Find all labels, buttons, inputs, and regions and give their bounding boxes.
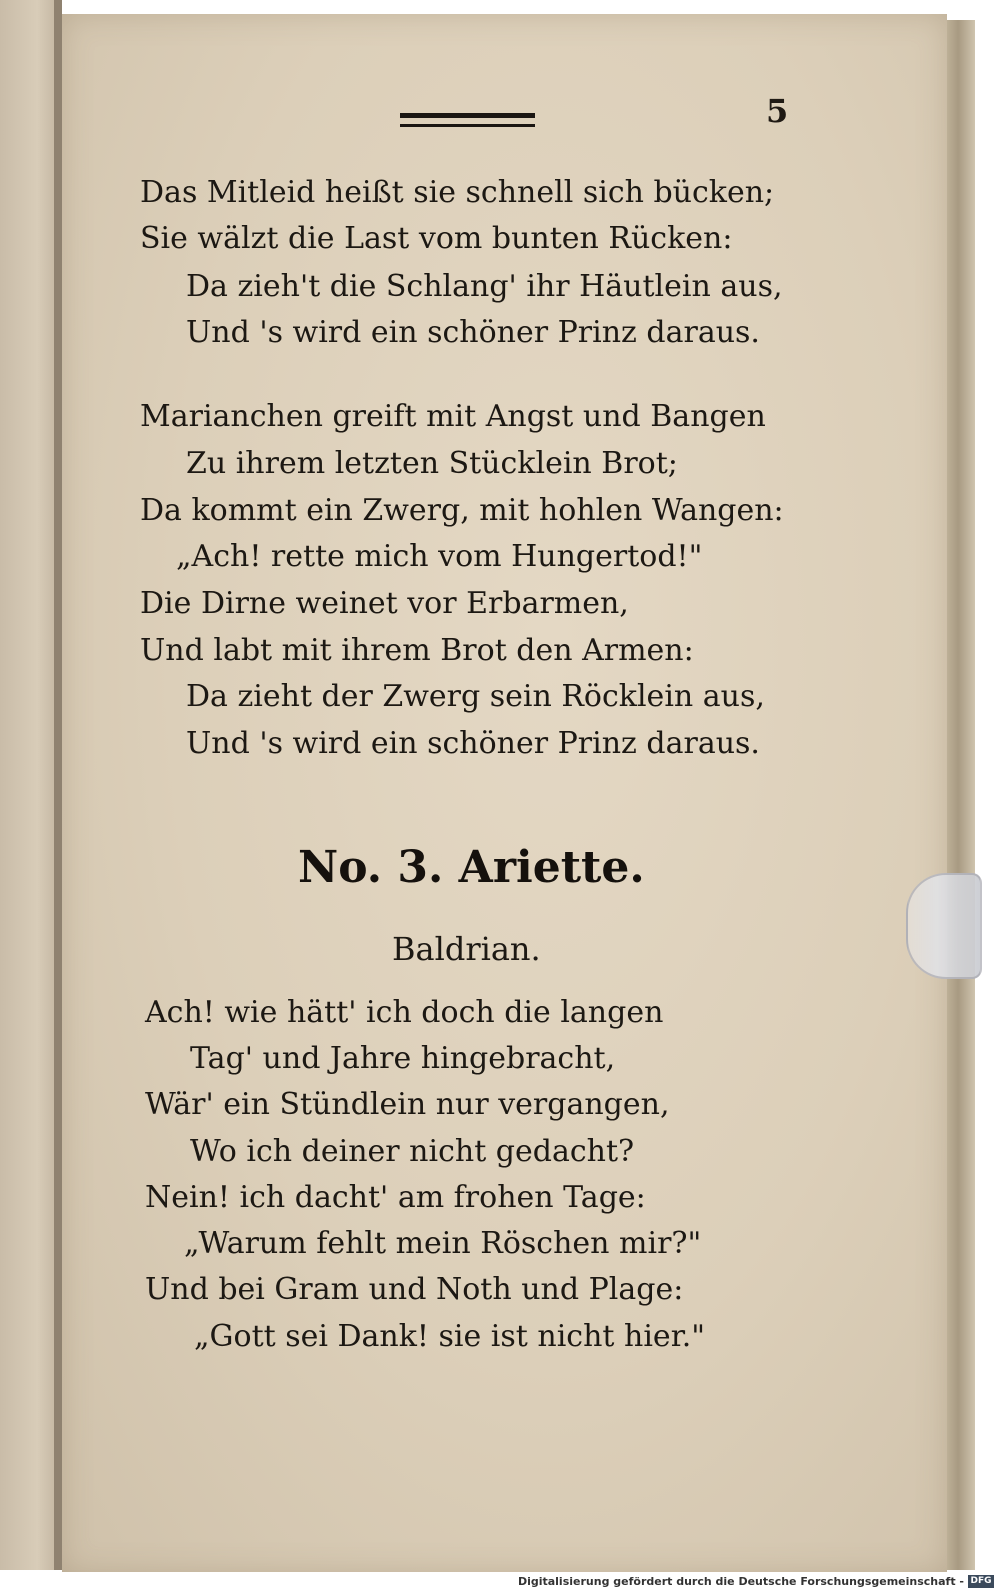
verse-line: „Ach! rette mich vom Hungertod!" [176,539,703,574]
page-stack-edge [947,20,975,1570]
verse-line: Ach! wie hätt' ich doch die langen [145,995,664,1030]
verse-line: Das Mitleid heißt sie schnell sich bücken; [140,175,775,210]
verse-line: Da zieh't die Schlang' ihr Häutlein aus, [186,269,783,304]
verse-line: „Warum fehlt mein Röschen mir?" [184,1226,702,1261]
verse-line: Da kommt ein Zwerg, mit hohlen Wangen: [140,493,784,528]
verse-line: „Gott sei Dank! sie ist nicht hier." [194,1319,706,1354]
book-gutter [54,0,62,1570]
verse-line: Und labt mit ihrem Brot den Armen: [140,633,694,668]
verse-line: Da zieht der Zwerg sein Röcklein aus, [186,679,765,714]
verse-line: Tag' und Jahre hingebracht, [190,1041,616,1076]
section-heading: No. 3. Ariette. [298,842,645,893]
verse-line: Und 's wird ein schöner Prinz daraus. [186,315,760,350]
verse-line: Zu ihrem letzten Stücklein Brot; [186,446,678,481]
page-clip [906,873,982,979]
verse-line: Und 's wird ein schöner Prinz daraus. [186,726,760,761]
rule-thin-bar [400,124,535,127]
verse-line: Nein! ich dacht' am frohen Tage: [145,1180,646,1215]
verse-line: Wo ich deiner nicht gedacht? [190,1134,635,1169]
speaker-name: Baldrian. [392,930,541,968]
verse-line: Marianchen greift mit Angst und Bangen [140,399,766,434]
page-number: 5 [766,92,789,130]
verse-line: Wär' ein Stündlein nur vergangen, [145,1087,670,1122]
header-double-rule [400,113,535,133]
previous-page-edge [0,0,62,1570]
rule-thick-bar [400,113,535,118]
verse-line: Sie wälzt die Last vom bunten Rücken: [140,221,733,256]
verse-line: Und bei Gram und Noth und Plage: [145,1272,684,1307]
verse-line: Die Dirne weinet vor Erbarmen, [140,586,629,621]
funding-credit: Digitalisierung gefördert durch die Deutsche Forschungsgemeinschaft - [517,1575,964,1588]
dfg-logo-icon: DFG [968,1575,994,1588]
